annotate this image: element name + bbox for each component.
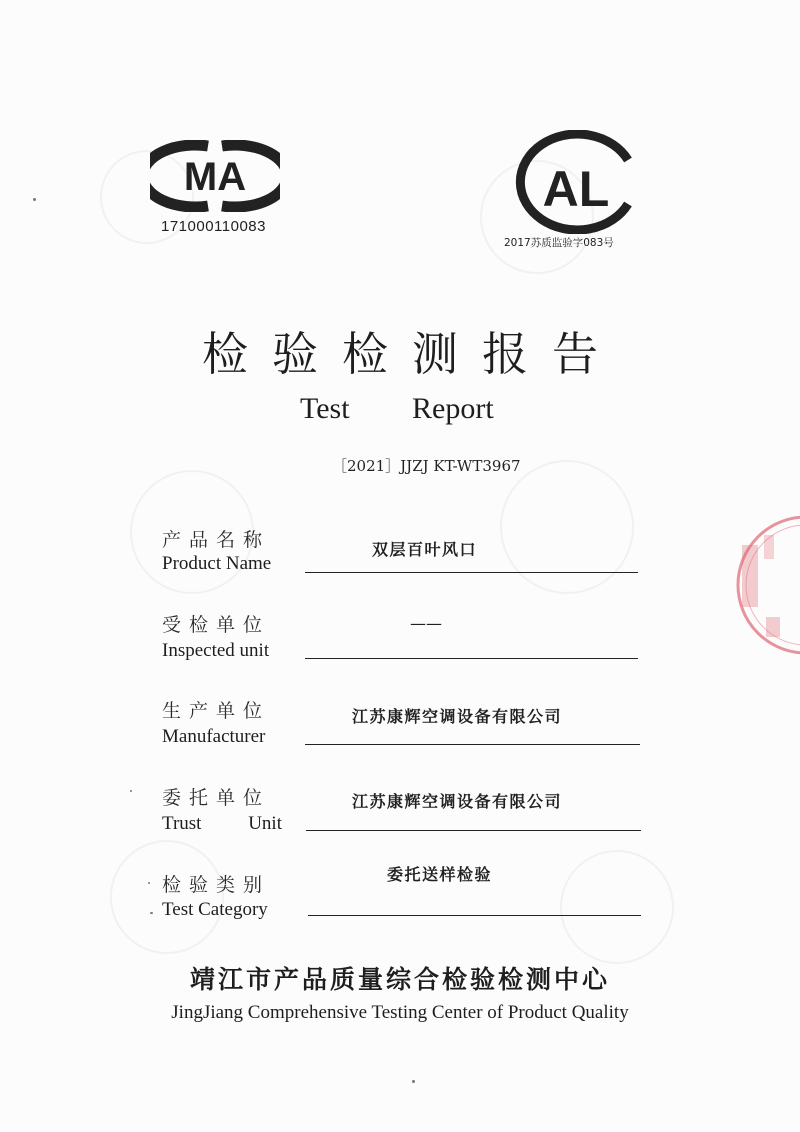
inspected-unit-label-cn: 受检单位	[162, 614, 271, 636]
scan-speck	[412, 1080, 415, 1083]
scan-speck	[148, 882, 150, 884]
manufacturer-value: 江苏康辉空调设备有限公司	[352, 707, 563, 726]
test-category-label-cn: 检验类别	[162, 874, 271, 896]
inspected-unit-underline	[305, 658, 638, 659]
scan-speck	[33, 198, 36, 201]
issuer-name-english: JingJiang Comprehensive Testing Center of Product Quality	[171, 1002, 629, 1023]
cal-logo-text: AL	[542, 161, 610, 217]
trust-unit-label-cn: 委托单位	[162, 787, 271, 809]
report-title-english-test: Test	[300, 392, 350, 425]
unit-label-word: Unit	[248, 813, 282, 834]
inspected-unit-value: ——	[410, 614, 442, 633]
test-category-label-en: Test Category	[162, 899, 268, 920]
cma-logo-text: MA	[183, 155, 247, 199]
product-name-underline	[305, 572, 638, 573]
report-title-chinese: 检验检测报告	[202, 327, 622, 381]
cal-logo	[508, 130, 638, 234]
manufacturer-underline	[305, 744, 640, 745]
cal-number: 2017苏质监验字083号	[504, 237, 614, 249]
manufacturer-label-cn: 生产单位	[162, 700, 271, 722]
trust-unit-value: 江苏康辉空调设备有限公司	[352, 792, 563, 811]
cma-logo	[150, 140, 280, 212]
watermark	[110, 840, 224, 954]
trust-label-word: Trust	[162, 813, 202, 834]
product-name-value: 双层百叶风口	[372, 540, 478, 559]
report-title-english-report: Report	[412, 392, 494, 425]
cma-number: 171000110083	[161, 218, 266, 235]
watermark	[560, 850, 674, 964]
trust-unit-label-en	[162, 813, 282, 835]
test-category-value: 委托送样检验	[387, 865, 493, 884]
issuer-name-chinese: 靖江市产品质量综合检验检测中心	[189, 965, 610, 994]
red-seal-stamp	[726, 505, 800, 665]
scan-speck	[130, 790, 132, 792]
scan-speck	[150, 912, 153, 914]
report-number: ［2021］JJZJ KT-WT3967	[332, 457, 521, 475]
inspected-unit-label-en: Inspected unit	[162, 640, 270, 661]
product-name-label-cn: 产品名称	[162, 529, 271, 551]
product-name-label-en: Product Name	[162, 553, 272, 574]
manufacturer-label-en: Manufacturer	[162, 726, 266, 747]
watermark	[500, 460, 634, 594]
trust-unit-underline	[306, 830, 641, 831]
test-category-underline	[308, 915, 641, 916]
